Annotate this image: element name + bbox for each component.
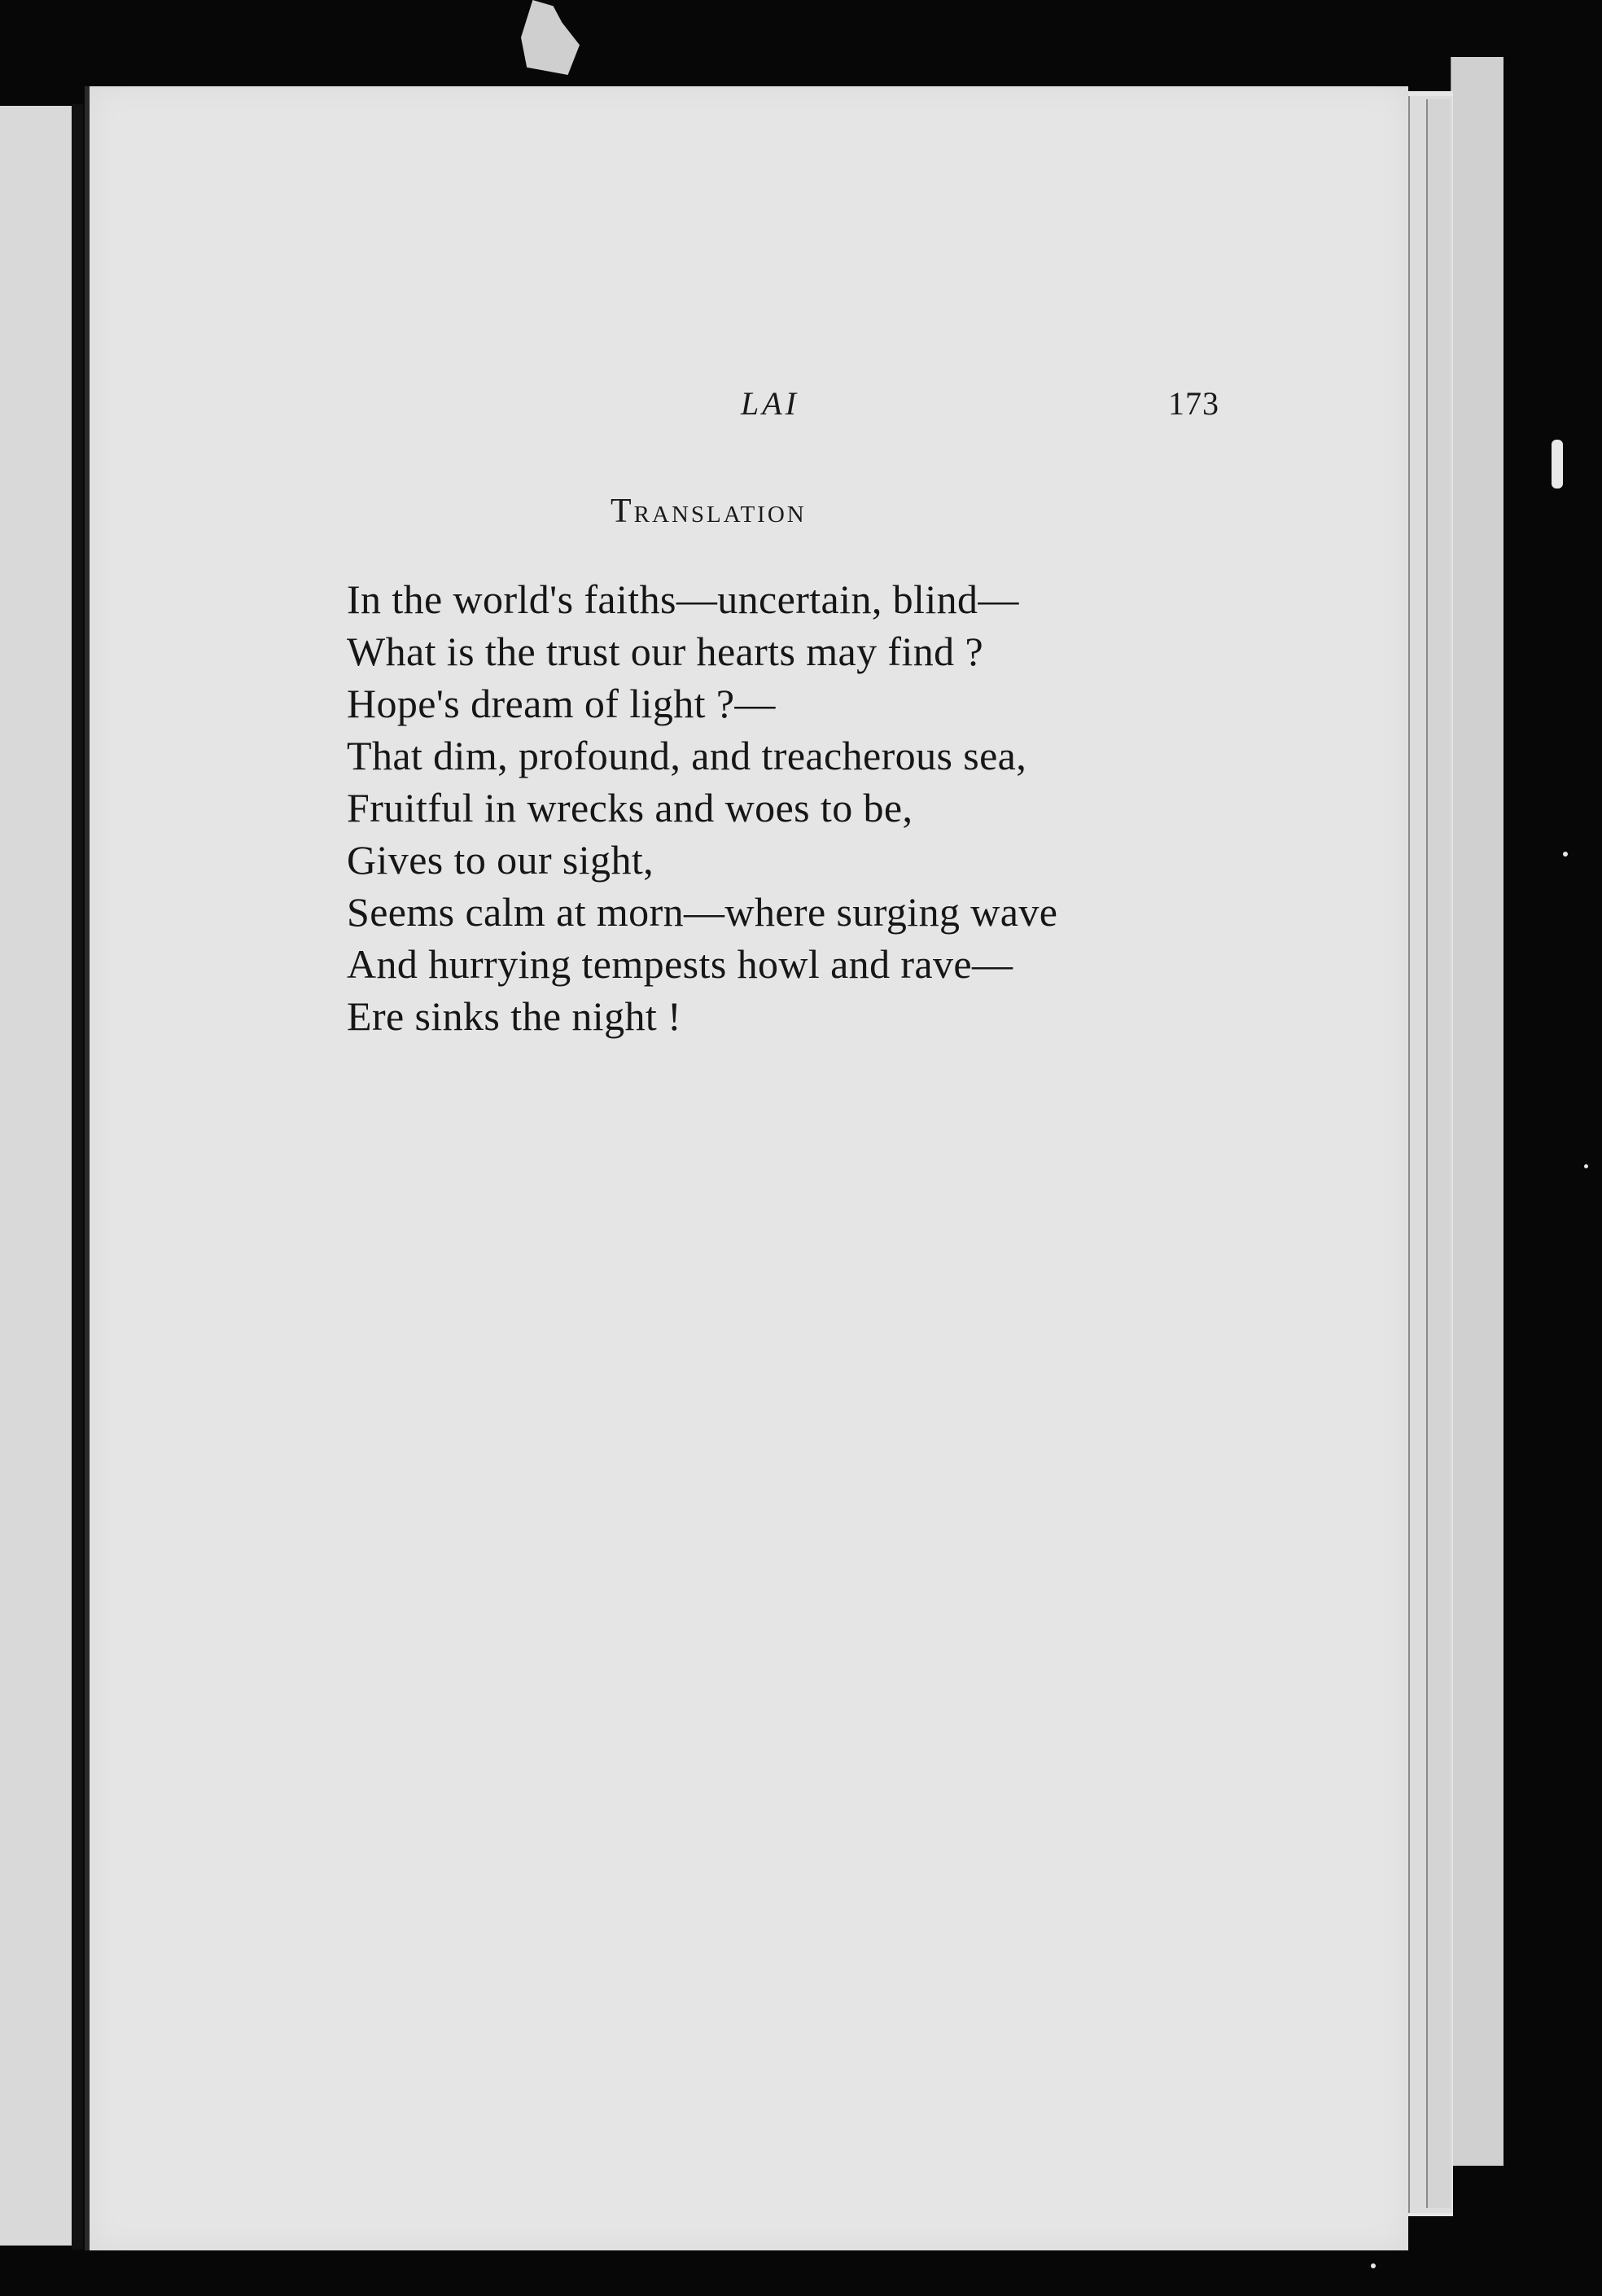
poem-line: Hope's dream of light ?— bbox=[347, 681, 776, 726]
page-stack-edge bbox=[1426, 99, 1451, 2208]
facing-page-edge bbox=[0, 106, 72, 2246]
book-page bbox=[85, 86, 1408, 2250]
book-gutter bbox=[72, 104, 83, 2250]
dust-speck bbox=[1584, 1164, 1588, 1168]
dust-speck bbox=[1552, 440, 1563, 489]
section-heading: Translation bbox=[611, 493, 807, 530]
poem-line: Seems calm at morn—where surging wave bbox=[347, 889, 1058, 935]
page-number: 173 bbox=[1168, 385, 1219, 422]
poem-text bbox=[347, 573, 1057, 1042]
running-title: LAI bbox=[741, 385, 799, 422]
poem-line: That dim, profound, and treacherous sea, bbox=[347, 733, 1027, 778]
poem-line: Ere sinks the night ! bbox=[347, 993, 682, 1039]
poem-line: And hurrying tempests howl and rave— bbox=[347, 941, 1013, 987]
dust-speck bbox=[1563, 852, 1568, 857]
page-stack-edge bbox=[1451, 57, 1504, 2166]
poem-line: Gives to our sight, bbox=[347, 837, 654, 883]
poem-line: Fruitful in wrecks and woes to be, bbox=[347, 785, 913, 830]
poem-line: In the world's faiths—uncertain, blind— bbox=[347, 576, 1019, 622]
torn-paper-fragment bbox=[521, 0, 580, 75]
dust-speck bbox=[1371, 2263, 1376, 2268]
poem-line: What is the trust our hearts may find ? bbox=[347, 629, 984, 674]
